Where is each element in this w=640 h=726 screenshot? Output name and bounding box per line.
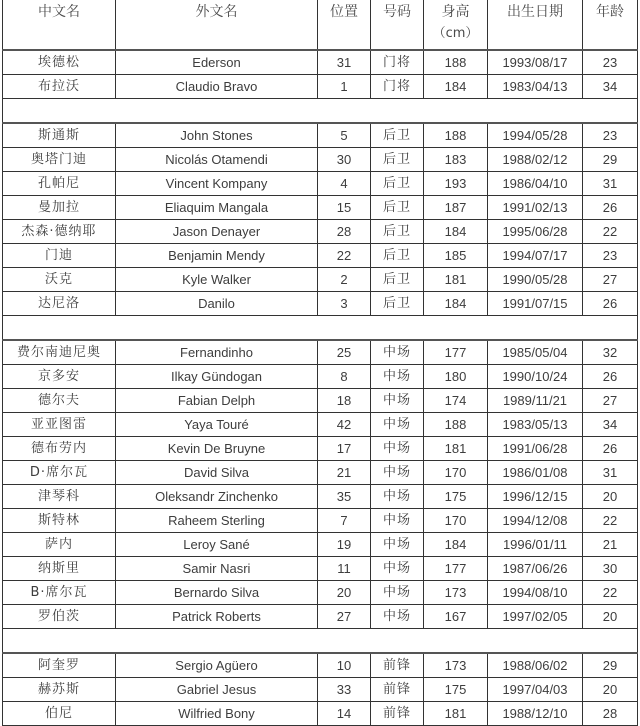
player-position: 中场 xyxy=(371,437,424,461)
player-age: 34 xyxy=(583,413,638,437)
player-en-name: Kevin De Bruyne xyxy=(116,437,318,461)
player-position: 后卫 xyxy=(371,196,424,220)
player-age: 32 xyxy=(583,340,638,365)
player-number: 22 xyxy=(318,244,371,268)
player-height: 177 xyxy=(424,557,488,581)
player-roster-table xyxy=(2,0,638,726)
player-dob: 1983/05/13 xyxy=(488,413,583,437)
player-age: 31 xyxy=(583,461,638,485)
player-age: 29 xyxy=(583,653,638,678)
player-position: 中场 xyxy=(371,533,424,557)
player-cn-name: 萨内 xyxy=(3,533,116,557)
player-number: 30 xyxy=(318,148,371,172)
table-row xyxy=(3,75,638,99)
header-age: 年龄 xyxy=(583,0,638,50)
player-age: 23 xyxy=(583,50,638,75)
table-row xyxy=(3,244,638,268)
player-number: 1 xyxy=(318,75,371,99)
player-position: 中场 xyxy=(371,461,424,485)
player-cn-name: 费尔南迪尼奥 xyxy=(3,340,116,365)
player-position: 中场 xyxy=(371,605,424,629)
player-en-name: David Silva xyxy=(116,461,318,485)
table-row xyxy=(3,123,638,148)
group-separator-row xyxy=(3,629,638,654)
table-row xyxy=(3,678,638,702)
player-cn-name: 斯特林 xyxy=(3,509,116,533)
player-en-name: Raheem Sterling xyxy=(116,509,318,533)
player-number: 8 xyxy=(318,365,371,389)
player-en-name: Yaya Touré xyxy=(116,413,318,437)
player-position: 中场 xyxy=(371,389,424,413)
player-height: 181 xyxy=(424,437,488,461)
player-number: 19 xyxy=(318,533,371,557)
player-dob: 1996/12/15 xyxy=(488,485,583,509)
player-dob: 1994/05/28 xyxy=(488,123,583,148)
player-cn-name: 京多安 xyxy=(3,365,116,389)
player-age: 20 xyxy=(583,678,638,702)
table-row xyxy=(3,220,638,244)
player-position: 后卫 xyxy=(371,148,424,172)
player-age: 30 xyxy=(583,557,638,581)
table-row xyxy=(3,437,638,461)
player-height: 193 xyxy=(424,172,488,196)
player-dob: 1996/01/11 xyxy=(488,533,583,557)
player-en-name: Vincent Kompany xyxy=(116,172,318,196)
player-age: 20 xyxy=(583,605,638,629)
player-height: 187 xyxy=(424,196,488,220)
player-position: 后卫 xyxy=(371,220,424,244)
player-position: 前锋 xyxy=(371,678,424,702)
player-number: 11 xyxy=(318,557,371,581)
player-number: 14 xyxy=(318,702,371,726)
player-position: 后卫 xyxy=(371,292,424,316)
player-en-name: Ederson xyxy=(116,50,318,75)
player-age: 23 xyxy=(583,244,638,268)
header-height xyxy=(424,0,488,50)
player-dob: 1997/04/03 xyxy=(488,678,583,702)
header-en-name: 外文名 xyxy=(116,0,318,50)
table-row xyxy=(3,148,638,172)
player-cn-name: 德布劳内 xyxy=(3,437,116,461)
table-row xyxy=(3,509,638,533)
player-position: 门将 xyxy=(371,75,424,99)
player-en-name: Patrick Roberts xyxy=(116,605,318,629)
player-height: 184 xyxy=(424,292,488,316)
player-position: 中场 xyxy=(371,557,424,581)
player-height: 173 xyxy=(424,653,488,678)
player-dob: 1986/01/08 xyxy=(488,461,583,485)
player-height: 181 xyxy=(424,268,488,292)
player-en-name: Fernandinho xyxy=(116,340,318,365)
player-dob: 1985/05/04 xyxy=(488,340,583,365)
header-position: 位置 xyxy=(318,0,371,50)
player-height: 185 xyxy=(424,244,488,268)
table-row xyxy=(3,461,638,485)
player-en-name: Benjamin Mendy xyxy=(116,244,318,268)
player-dob: 1990/05/28 xyxy=(488,268,583,292)
player-dob: 1993/08/17 xyxy=(488,50,583,75)
player-dob: 1983/04/13 xyxy=(488,75,583,99)
player-height: 167 xyxy=(424,605,488,629)
player-dob: 1991/02/13 xyxy=(488,196,583,220)
player-dob: 1986/04/10 xyxy=(488,172,583,196)
player-number: 31 xyxy=(318,50,371,75)
player-cn-name: D·席尔瓦 xyxy=(3,461,116,485)
table-row xyxy=(3,172,638,196)
player-cn-name: 埃德松 xyxy=(3,50,116,75)
table-row xyxy=(3,485,638,509)
player-number: 33 xyxy=(318,678,371,702)
player-age: 21 xyxy=(583,533,638,557)
player-dob: 1994/12/08 xyxy=(488,509,583,533)
player-cn-name: 孔帕尼 xyxy=(3,172,116,196)
player-position: 前锋 xyxy=(371,653,424,678)
header-cn-name: 中文名 xyxy=(3,0,116,50)
table-row xyxy=(3,533,638,557)
player-en-name: Claudio Bravo xyxy=(116,75,318,99)
player-age: 22 xyxy=(583,220,638,244)
player-en-name: Sergio Agüero xyxy=(116,653,318,678)
roster-body xyxy=(3,50,638,726)
group-separator-cell xyxy=(3,629,638,654)
table-row xyxy=(3,365,638,389)
player-number: 3 xyxy=(318,292,371,316)
player-position: 中场 xyxy=(371,413,424,437)
player-en-name: Nicolás Otamendi xyxy=(116,148,318,172)
player-number: 15 xyxy=(318,196,371,220)
player-dob: 1989/11/21 xyxy=(488,389,583,413)
player-height: 181 xyxy=(424,702,488,726)
player-age: 34 xyxy=(583,75,638,99)
player-age: 23 xyxy=(583,123,638,148)
player-en-name: Samir Nasri xyxy=(116,557,318,581)
player-height: 184 xyxy=(424,75,488,99)
player-position: 中场 xyxy=(371,581,424,605)
table-row xyxy=(3,196,638,220)
player-number: 7 xyxy=(318,509,371,533)
table-row xyxy=(3,653,638,678)
player-dob: 1987/06/26 xyxy=(488,557,583,581)
player-age: 22 xyxy=(583,581,638,605)
player-age: 26 xyxy=(583,196,638,220)
group-separator-row xyxy=(3,99,638,124)
player-height: 180 xyxy=(424,365,488,389)
player-height: 183 xyxy=(424,148,488,172)
player-number: 10 xyxy=(318,653,371,678)
player-number: 18 xyxy=(318,389,371,413)
player-cn-name: 德尔夫 xyxy=(3,389,116,413)
player-en-name: Leroy Sané xyxy=(116,533,318,557)
player-cn-name: 达尼洛 xyxy=(3,292,116,316)
table-row xyxy=(3,581,638,605)
table-row xyxy=(3,292,638,316)
table-row xyxy=(3,413,638,437)
header-height-unit: （cm） xyxy=(432,26,479,41)
player-number: 17 xyxy=(318,437,371,461)
header-number: 号码 xyxy=(371,0,424,50)
player-age: 27 xyxy=(583,389,638,413)
player-number: 28 xyxy=(318,220,371,244)
group-separator-row xyxy=(3,316,638,341)
player-cn-name: 伯尼 xyxy=(3,702,116,726)
player-en-name: Kyle Walker xyxy=(116,268,318,292)
player-age: 20 xyxy=(583,485,638,509)
player-position: 中场 xyxy=(371,509,424,533)
player-en-name: Jason Denayer xyxy=(116,220,318,244)
player-en-name: Gabriel Jesus xyxy=(116,678,318,702)
player-height: 175 xyxy=(424,485,488,509)
player-dob: 1994/07/17 xyxy=(488,244,583,268)
player-age: 22 xyxy=(583,509,638,533)
player-number: 4 xyxy=(318,172,371,196)
player-position: 中场 xyxy=(371,340,424,365)
player-number: 5 xyxy=(318,123,371,148)
player-dob: 1988/12/10 xyxy=(488,702,583,726)
player-height: 170 xyxy=(424,509,488,533)
group-separator-cell xyxy=(3,316,638,341)
player-number: 42 xyxy=(318,413,371,437)
player-age: 28 xyxy=(583,702,638,726)
header-row xyxy=(3,0,638,50)
player-number: 35 xyxy=(318,485,371,509)
player-height: 173 xyxy=(424,581,488,605)
player-dob: 1995/06/28 xyxy=(488,220,583,244)
player-cn-name: 纳斯里 xyxy=(3,557,116,581)
player-position: 后卫 xyxy=(371,123,424,148)
player-cn-name: 赫苏斯 xyxy=(3,678,116,702)
player-cn-name: 罗伯茨 xyxy=(3,605,116,629)
player-position: 前锋 xyxy=(371,702,424,726)
player-age: 26 xyxy=(583,365,638,389)
player-height: 175 xyxy=(424,678,488,702)
player-cn-name: 布拉沃 xyxy=(3,75,116,99)
player-cn-name: B·席尔瓦 xyxy=(3,581,116,605)
table-row xyxy=(3,605,638,629)
player-number: 25 xyxy=(318,340,371,365)
player-position: 门将 xyxy=(371,50,424,75)
player-cn-name: 门迪 xyxy=(3,244,116,268)
player-dob: 1991/07/15 xyxy=(488,292,583,316)
player-height: 174 xyxy=(424,389,488,413)
player-age: 27 xyxy=(583,268,638,292)
player-dob: 1990/10/24 xyxy=(488,365,583,389)
player-en-name: Danilo xyxy=(116,292,318,316)
player-height: 184 xyxy=(424,220,488,244)
player-position: 后卫 xyxy=(371,268,424,292)
table-row xyxy=(3,50,638,75)
player-number: 21 xyxy=(318,461,371,485)
table-row xyxy=(3,340,638,365)
player-age: 26 xyxy=(583,292,638,316)
table-row xyxy=(3,268,638,292)
player-en-name: Bernardo Silva xyxy=(116,581,318,605)
player-cn-name: 曼加拉 xyxy=(3,196,116,220)
player-dob: 1994/08/10 xyxy=(488,581,583,605)
player-cn-name: 奥塔门迪 xyxy=(3,148,116,172)
table-row xyxy=(3,389,638,413)
player-number: 27 xyxy=(318,605,371,629)
player-cn-name: 津琴科 xyxy=(3,485,116,509)
player-age: 29 xyxy=(583,148,638,172)
player-age: 26 xyxy=(583,437,638,461)
header-dob: 出生日期 xyxy=(488,0,583,50)
player-en-name: John Stones xyxy=(116,123,318,148)
player-dob: 1988/02/12 xyxy=(488,148,583,172)
player-height: 188 xyxy=(424,413,488,437)
player-number: 2 xyxy=(318,268,371,292)
player-height: 184 xyxy=(424,533,488,557)
group-separator-cell xyxy=(3,99,638,124)
player-dob: 1988/06/02 xyxy=(488,653,583,678)
player-en-name: Eliaquim Mangala xyxy=(116,196,318,220)
player-cn-name: 沃克 xyxy=(3,268,116,292)
player-height: 170 xyxy=(424,461,488,485)
player-height: 188 xyxy=(424,123,488,148)
player-position: 中场 xyxy=(371,365,424,389)
player-cn-name: 亚亚图雷 xyxy=(3,413,116,437)
player-height: 177 xyxy=(424,340,488,365)
player-en-name: Ilkay Gündogan xyxy=(116,365,318,389)
player-number: 20 xyxy=(318,581,371,605)
player-en-name: Fabian Delph xyxy=(116,389,318,413)
player-en-name: Wilfried Bony xyxy=(116,702,318,726)
player-position: 中场 xyxy=(371,485,424,509)
header-height-label: 身高 xyxy=(441,4,470,20)
player-en-name: Oleksandr Zinchenko xyxy=(116,485,318,509)
player-dob: 1991/06/28 xyxy=(488,437,583,461)
player-position: 后卫 xyxy=(371,172,424,196)
player-age: 31 xyxy=(583,172,638,196)
player-height: 188 xyxy=(424,50,488,75)
player-cn-name: 阿奎罗 xyxy=(3,653,116,678)
player-cn-name: 杰森·德纳耶 xyxy=(3,220,116,244)
table-row xyxy=(3,702,638,726)
player-position: 后卫 xyxy=(371,244,424,268)
player-cn-name: 斯通斯 xyxy=(3,123,116,148)
player-dob: 1997/02/05 xyxy=(488,605,583,629)
table-row xyxy=(3,557,638,581)
